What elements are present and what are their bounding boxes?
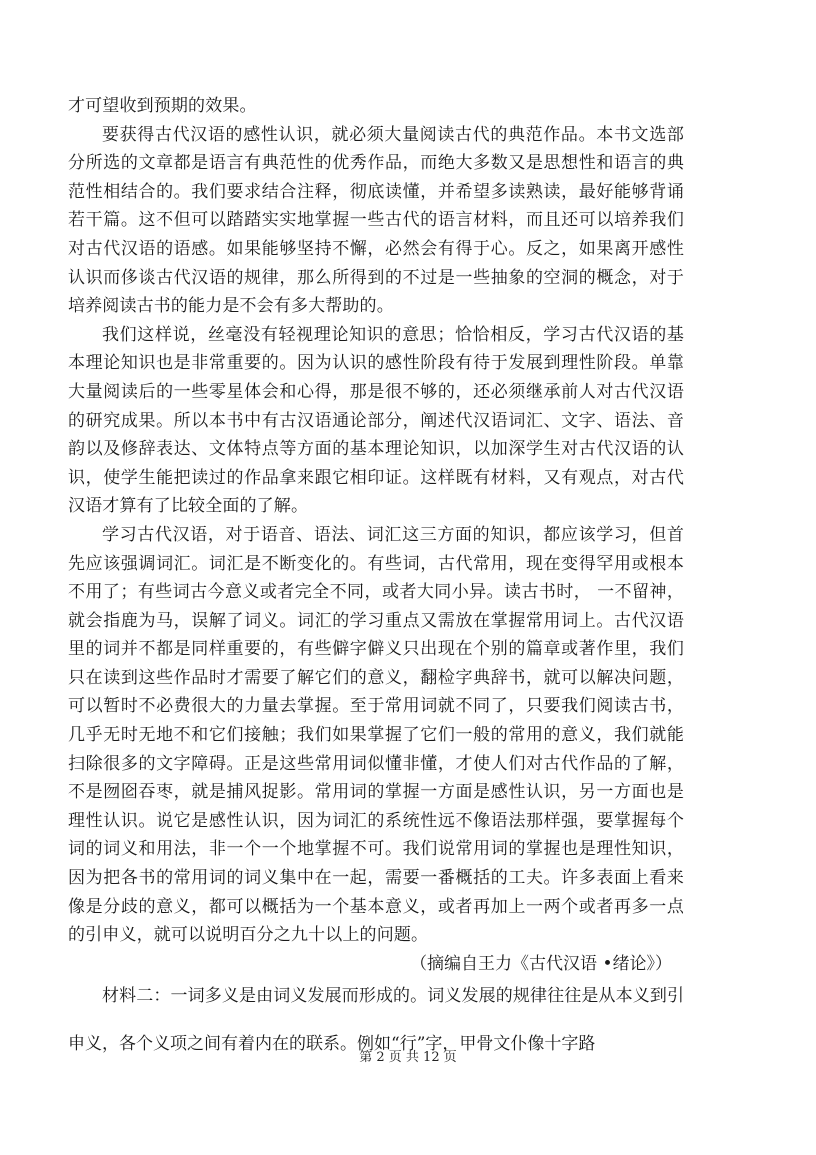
paragraph-vocabulary: 学习古代汉语，对于语音、语法、词汇这三方面的知识，都应该学习，但首先应该强调词汇。词汇是不断变化的。有些词，古代常用，现在变得罕用或根本不用了；有些词古今意义或者完全不同，或者大同小异。读古书时， 一不留神，就会指鹿为马，误解了词义。词汇的学习重点又需放在掌握常用词上。古代汉语里的词并不都是同样重要的，有些僻字僻义只出现在个别的篇章或著作里，我们只在读到这些作品时才需要了解它们的意义，翻检字典辞书，就可以解决问题，可以暂时不必费很大的力量去掌握。至于常用词就不同了，只要我们阅读古书，几乎无时无地不和它们接触；我们如果掌握了它们一般的常用的意义，我们就能扫除很多的文字障碍。正是这些常用词似懂非懂，才使人们对古代作品的了解，不是囫囵吞枣，就是捕风捉影。常用词的掌握一方面是感性认识，另一方面也是理性认识。说它是感性认识，因为词汇的系统性远不像语法那样强，要掌握每个词的词义和用法，非一个一个地掌握不可。我们说常用词的掌握也是理性知识，因为把各书的常用词的词义集中在一起，需要一番概括的工夫。许多表面上看来像是分歧的意义，都可以概括为一个基本意义，或者再加上一两个或者再多一点的引申义，就可以说明百分之九十以上的问题。 <box>68 524 684 946</box>
citation-source: （摘编自王力《古代汉语 •绪论》） <box>410 953 672 974</box>
paragraph-theoretical-knowledge: 我们这样说，丝毫没有轻视理论知识的意思；恰恰相反，学习古代汉语的基本理论知识也是非常重要的。因为认识的感性阶段有待于发展到理性阶段。单靠大量阅读后的一些零星体会和心得，那是很不够的，还必须继承前人对古代汉语的研究成果。所以本书中有古汉语通论部分，阐述代汉语词汇、文字、语法、音韵以及修辞表达、文体特点等方面的基本理论知识，以加深学生对古代汉语的认识，使学生能把读过的作品拿来跟它相印证。这样既有材料，又有观点，对古代汉语才算有了比较全面的了解。 <box>68 324 684 517</box>
page-footer: 第 2 页 共 12 页 <box>359 1050 457 1065</box>
material-two-paragraph: 材料二：一词多义是由词义发展而形成的。词义发展的规律往往是从本义到引申义，各个义项之间有着内在的联系。例如“行”字，甲骨文仆像十字路 <box>68 986 684 1055</box>
document-body <box>68 92 684 1068</box>
paragraph-continuation: 才可望收到预期的效果。 <box>68 96 257 116</box>
paragraph-perceptual-knowledge: 要获得古代汉语的感性认识，就必须大量阅读古代的典范作品。本书文选部分所选的文章都是语言有典范性的优秀作品，而绝大多数又是思想性和语言的典范性相结合的。我们要求结合注释，彻底读懂，并希望多读熟读，最好能够背诵若干篇。这不但可以踏踏实实地掌握一些古代的语言材料，而且还可以培养我们对古代汉语的语感。如果能够坚持不懈，必然会有得于心。反之，如果离开感性认识而侈谈古代汉语的规律，那么所得到的不过是一些抽象的空洞的概念，对于培养阅读古书的能力是不会有多大帮助的。 <box>68 124 684 317</box>
